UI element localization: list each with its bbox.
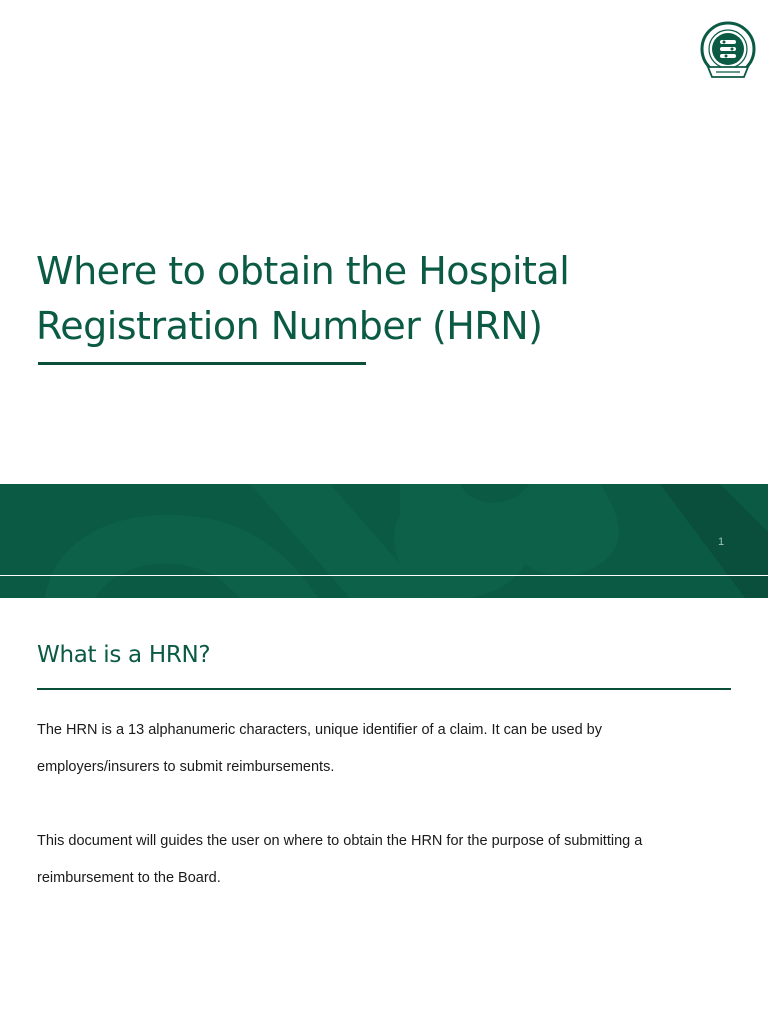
page-number: 1 (718, 536, 725, 548)
paragraph-hrn-definition: The HRN is a 13 alphanumeric characters, unique identifier of a claim. It can be used by employers/insurers to submit reimbursements. (37, 722, 602, 775)
paragraph-document-purpose: This document will guides the user on where to obtain the HRN for the purpose of submitting a reimbursement to the Board. (37, 833, 643, 886)
banner-divider-line (0, 575, 768, 576)
section-heading: What is a HRN? (37, 642, 211, 668)
title-underline (38, 362, 366, 365)
green-banner (0, 484, 768, 598)
banner-pattern (0, 484, 768, 598)
cpf-seal-logo-icon (700, 21, 756, 83)
section-underline (37, 688, 731, 690)
document-title: Where to obtain the Hospital Registration Number (HRN) (36, 249, 570, 348)
